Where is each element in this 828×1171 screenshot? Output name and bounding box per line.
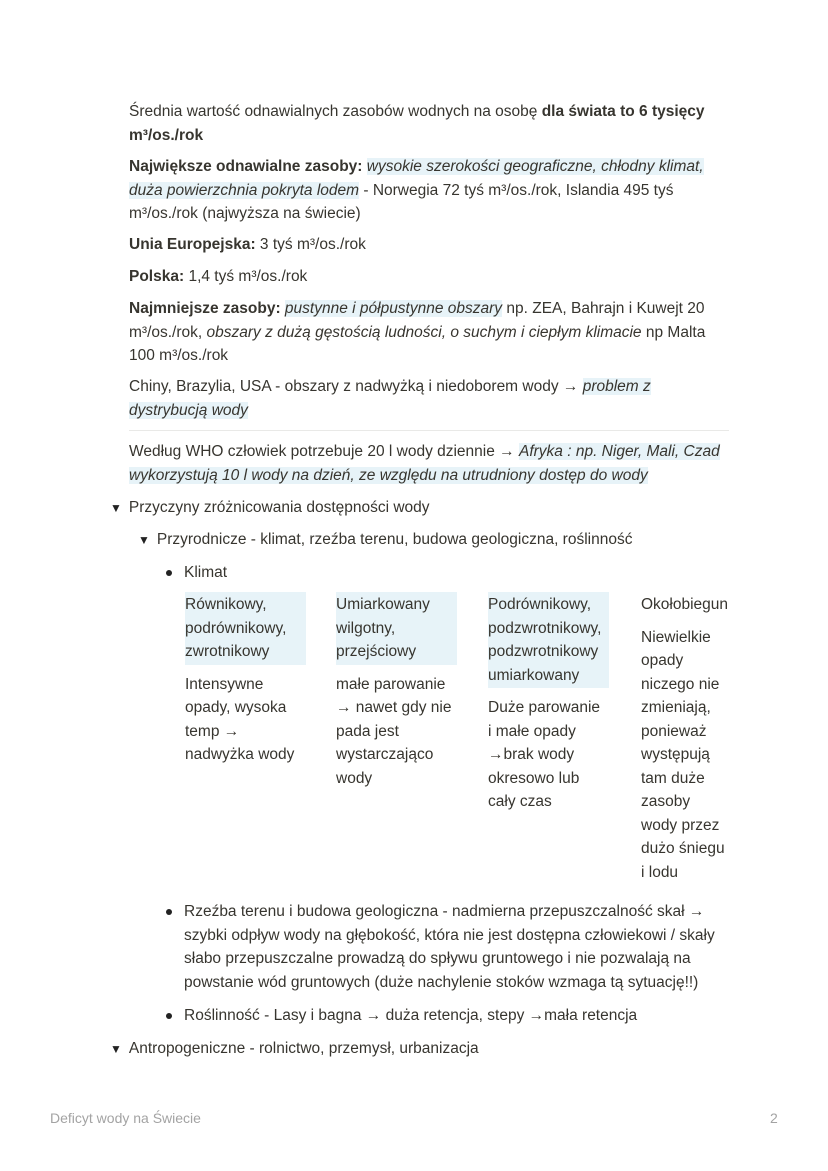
bullet-dot-icon: [166, 1013, 172, 1019]
bullet-climate: Klimat: [166, 561, 726, 585]
paragraph-smallest-resources: Najmniejsze zasoby: pustynne i półpustynne obszary np. ZEA, Bahrajn i Kuwejt 20 m³/os./rok, obszary z dużą gęstością ludności, o suchym i ciepłym klimacie np Malta 100 m³/os./rok: [129, 300, 706, 364]
column-equatorial: [185, 592, 306, 767]
toggle-natural[interactable]: ▼ Przyrodnicze - klimat, rzeźba terenu, budowa geologiczna, roślinność: [138, 529, 632, 551]
triangle-down-icon[interactable]: ▼: [110, 501, 122, 515]
paragraph-distribution: Chiny, Brazylia, USA - obszary z nadwyżką i niedoborem wody → problem z dystrybucją wody: [129, 378, 651, 419]
toggle-anthropogenic[interactable]: ▼ Antropogeniczne - rolnictwo, przemysł, urbanizacja: [110, 1038, 479, 1060]
paragraph-largest-resources: Największe odnawialne zasoby: wysokie szerokości geograficzne, chłodny klimat, duża powierzchnia pokryta lodem - Norwegia 72 tyś m³/os./rok, Islandia 495 tyś m³/os./rok (najwyższa na świecie): [129, 158, 704, 222]
triangle-down-icon[interactable]: ▼: [110, 1042, 122, 1056]
column-body: małe parowanie → nawet gdy nie pada jest wystarczająco wody: [336, 675, 452, 787]
bullet-vegetation: Roślinność - Lasy i bagna → duża retencja, stepy →mała retencja: [166, 1004, 731, 1028]
column-heading: Umiarkowany wilgotny, przejściowy: [336, 592, 457, 665]
column-heading: Równikowy, podrównikowy, zwrotnikowy: [185, 592, 306, 665]
column-subequatorial: [488, 592, 609, 814]
column-heading: Podrównikowy, podzwrotnikowy, podzwrotnikowy umiarkowany: [488, 592, 609, 688]
column-body: Duże parowanie i małe opady →brak wody okresowo lub cały czas: [488, 699, 601, 810]
page-number: 2: [770, 1110, 778, 1126]
paragraph-who: Według WHO człowiek potrzebuje 20 l wody dziennie → Afryka : np. Niger, Mali, Czad wykorzystują 10 l wody na dzień, ze względu na utrudniony dostęp do wody: [129, 443, 720, 484]
paragraph-eu: Unia Europejska: 3 tyś m³/os./rok: [129, 236, 366, 253]
triangle-down-icon[interactable]: ▼: [138, 533, 150, 547]
bullet-dot-icon: [166, 909, 172, 915]
column-polar: [641, 592, 730, 884]
column-heading: Okołobiegun: [641, 596, 729, 613]
paragraph-world-average: Średnia wartość odnawialnych zasobów wodnych na osobę dla świata to 6 tysięcy m³/os./rok: [129, 103, 705, 144]
divider: [129, 430, 729, 431]
toggle-causes[interactable]: ▼ Przyczyny zróżnicowania dostępności wody: [110, 497, 430, 519]
bullet-relief: Rzeźba terenu i budowa geologiczna - nadmierna przepuszczalność skał → szybki odpływ wody na głębokość, która nie jest dostępna człowiekowi / skały słabo przepuszczalne prowadzą do spływu gruntowego i nie pozwalają na powstanie wód gruntowych (duże nachylenie stoków wzmaga tą sytuację!!): [166, 900, 731, 994]
column-body: Niewielkie opady niczego nie zmieniają, ponieważ występują tam duże zasoby wody przez dużo śniegu i lodu: [641, 628, 725, 881]
climate-columns: [185, 592, 730, 892]
column-temperate: [336, 592, 457, 790]
footer-title: Deficyt wody na Świecie: [50, 1110, 201, 1126]
column-body: Intensywne opady, wysoka temp → nadwyżka wody: [185, 675, 295, 763]
paragraph-poland: Polska: 1,4 tyś m³/os./rok: [129, 268, 308, 285]
bullet-dot-icon: [166, 570, 172, 576]
